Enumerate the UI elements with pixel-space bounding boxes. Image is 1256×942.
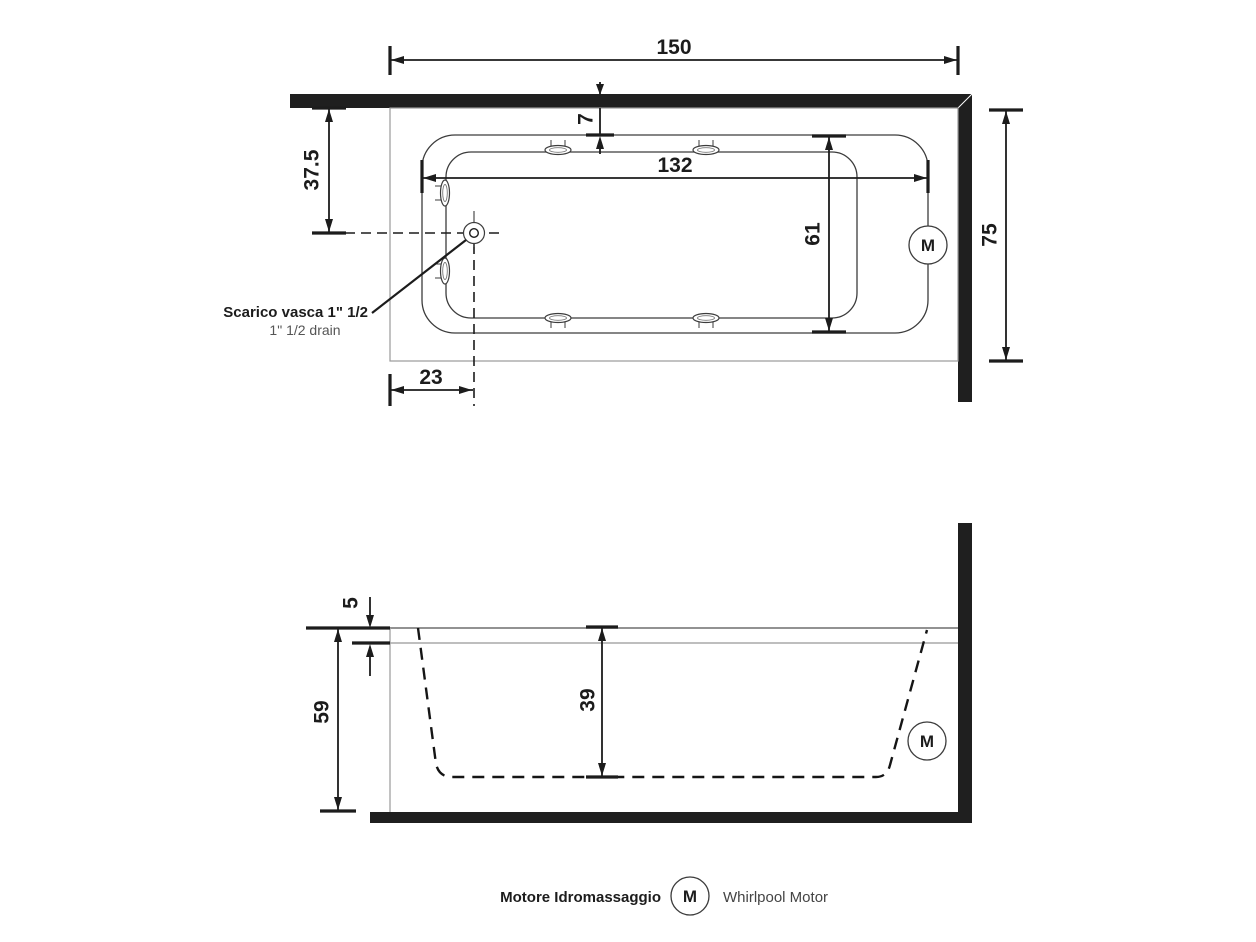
dim-23-label: 23 — [419, 366, 443, 389]
jet-left-upper — [435, 180, 450, 206]
basin-profile-dashed — [418, 628, 927, 777]
dim-drain-from-edge — [390, 366, 473, 406]
dim-overall-length — [390, 36, 958, 75]
dim-inner-depth — [577, 627, 619, 777]
dim-150-label: 150 — [656, 36, 692, 59]
dim-drain-from-wall — [301, 108, 347, 233]
floor — [370, 812, 970, 823]
tub-inner-basin — [446, 152, 857, 318]
dim-59-label: 59 — [310, 700, 334, 724]
top-view — [223, 36, 1023, 406]
motor-circle-top-view — [909, 226, 947, 264]
legend-motor-english: Whirlpool Motor — [723, 889, 829, 906]
legend — [500, 877, 828, 915]
wall-top-right — [290, 94, 972, 402]
dim-overall-width — [979, 110, 1024, 361]
dim-61-label: 61 — [801, 222, 825, 246]
motor-letter-front-view: M — [919, 732, 935, 751]
drain-leader-line — [372, 240, 466, 313]
jet-top-left — [545, 140, 571, 155]
legend-motor-italian: Motore Idromassaggio — [500, 889, 661, 906]
dim-total-height — [311, 628, 357, 811]
jet-top-right — [693, 140, 719, 155]
dim-39-label: 39 — [576, 688, 600, 712]
wall-right-front — [958, 523, 972, 823]
drain-label-italian: Scarico vasca 1" 1/2 — [223, 304, 368, 321]
dim-7-label: 7 — [574, 113, 598, 125]
dim-75-label: 75 — [978, 223, 1002, 247]
dim-5-label: 5 — [339, 597, 363, 609]
dim-inner-width — [802, 136, 847, 332]
drain-callout — [223, 240, 466, 338]
front-view — [306, 523, 972, 823]
motor-circle-front-view — [908, 722, 946, 760]
dim-37-5-label: 37.5 — [300, 149, 324, 191]
dim-132-label: 132 — [657, 154, 693, 177]
legend-motor-letter: M — [682, 887, 698, 906]
dim-rim-gap — [575, 82, 615, 154]
jet-bottom-left — [545, 314, 571, 329]
motor-letter-top-view: M — [920, 236, 936, 255]
dim-inner-length — [422, 154, 928, 193]
drain-label-english: 1" 1/2 drain — [269, 322, 341, 338]
dim-rim-thickness — [306, 597, 390, 676]
jet-bottom-right — [693, 314, 719, 329]
